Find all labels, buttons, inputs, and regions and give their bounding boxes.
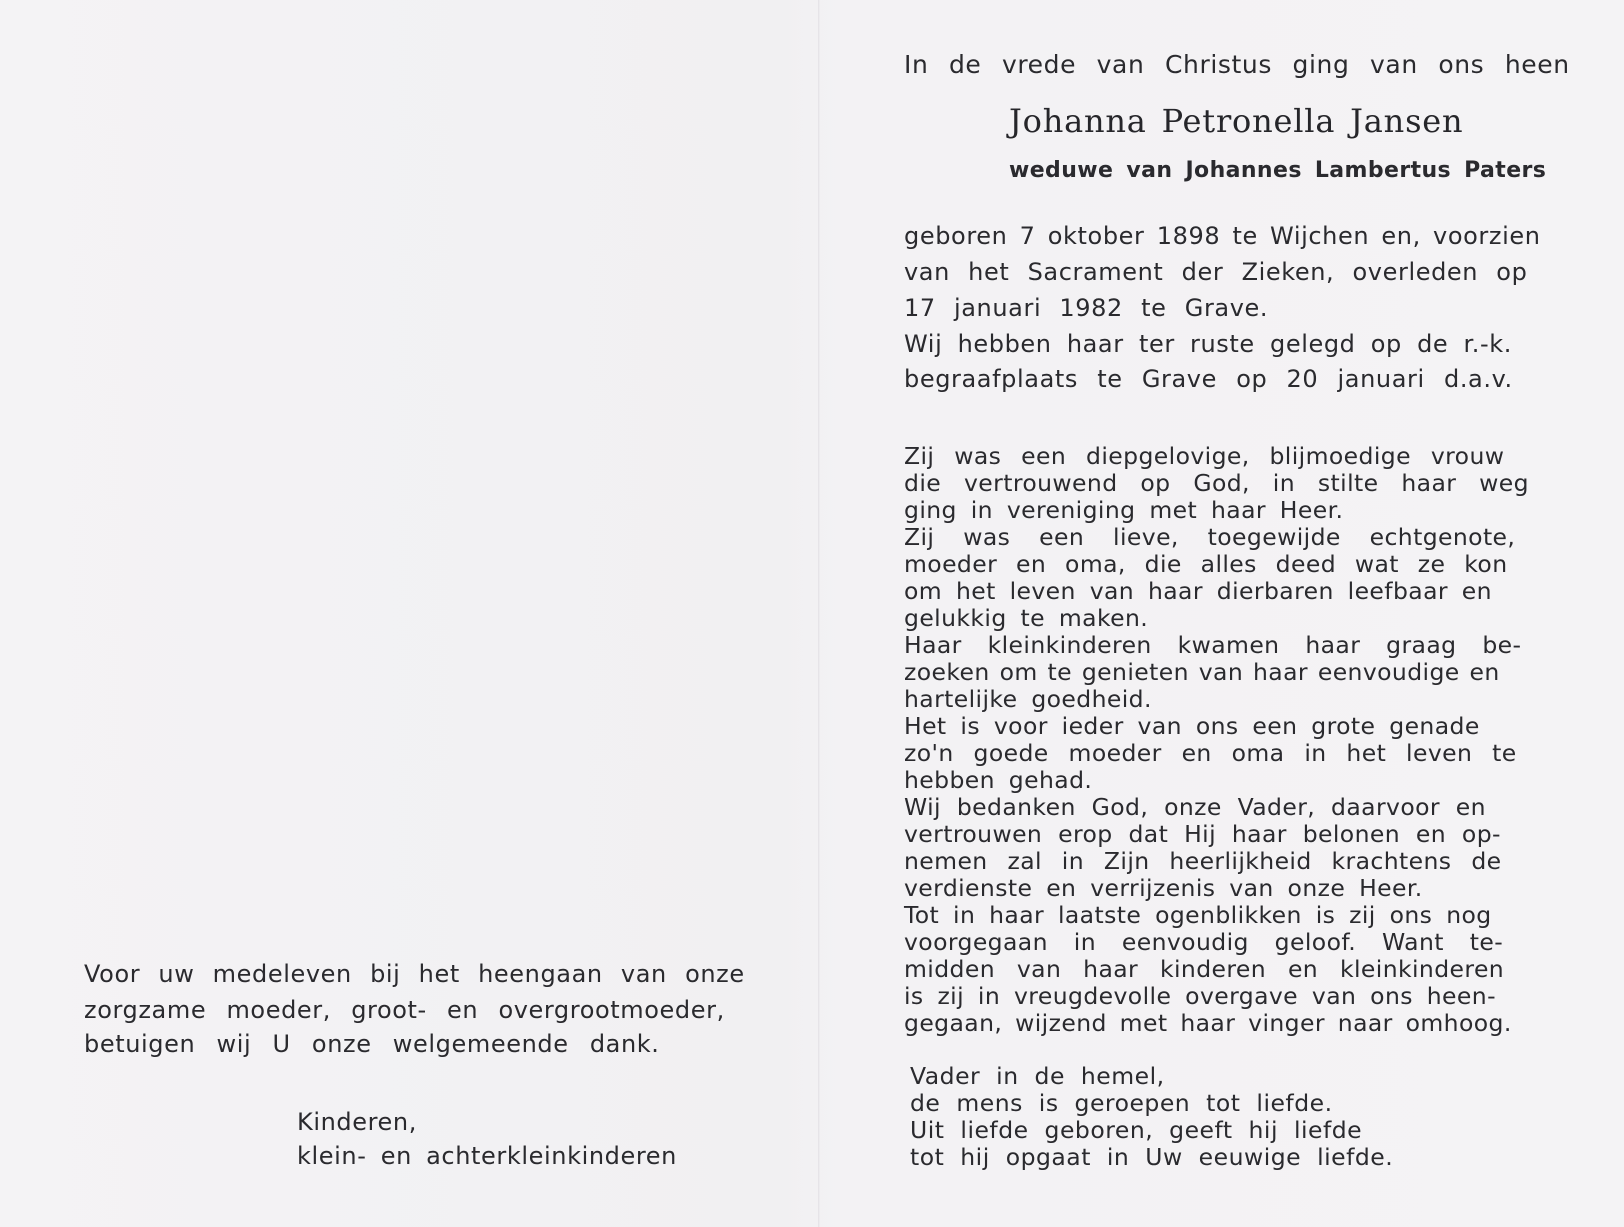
tribute-line: om het leven van haar dierbaren leefbaar en bbox=[904, 577, 1492, 605]
fact-line: van het Sacrament der Zieken, overleden op bbox=[904, 258, 1528, 286]
fact-line: begraafplaats te Grave op 20 januari d.a.v. bbox=[904, 365, 1513, 393]
right-panel bbox=[820, 0, 1624, 1227]
tribute-line: vertrouwen erop dat Hij haar belonen en op- bbox=[904, 820, 1501, 848]
fact-line: Wij hebben haar ter ruste gelegd op de r.-k. bbox=[904, 330, 1512, 358]
tribute-line: moeder en oma, die alles deed wat ze kon bbox=[904, 550, 1508, 578]
tribute-line: Zij was een lieve, toegewijde echtgenote, bbox=[904, 523, 1516, 551]
tribute-line: Zij was een diepgelovige, blijmoedige vrouw bbox=[904, 442, 1505, 470]
intro-line: In de vrede van Christus ging van ons heen bbox=[904, 50, 1570, 79]
tribute-line: gelukkig te maken. bbox=[904, 604, 1149, 632]
tribute-line: zoeken om te genieten van haar eenvoudige en bbox=[904, 658, 1500, 686]
widow-of-line: weduwe van Johannes Lambertus Paters bbox=[1009, 158, 1547, 183]
prayer-line: tot hij opgaat in Uw eeuwige liefde. bbox=[910, 1143, 1394, 1171]
tribute-line: hartelijke goedheid. bbox=[904, 685, 1152, 713]
tribute-line: verdienste en verrijzenis van onze Heer. bbox=[904, 874, 1423, 902]
tribute-line: zo'n goede moeder en oma in het leven te bbox=[904, 739, 1517, 767]
prayer-line: de mens is geroepen tot liefde. bbox=[910, 1089, 1333, 1117]
tribute-line: Wij bedanken God, onze Vader, daarvoor en bbox=[904, 793, 1486, 821]
deceased-name: Johanna Petronella Jansen bbox=[1009, 102, 1464, 140]
tribute-line: nemen zal in Zijn heerlijkheid krachtens de bbox=[904, 847, 1502, 875]
signature-line: Kinderen, bbox=[297, 1108, 417, 1136]
prayer-line: Vader in de hemel, bbox=[910, 1062, 1165, 1090]
tribute-line: ging in vereniging met haar Heer. bbox=[904, 496, 1344, 524]
tribute-line: die vertrouwend op God, in stilte haar weg bbox=[904, 469, 1529, 497]
thanks-line: zorgzame moeder, groot- en overgrootmoeder, bbox=[84, 996, 725, 1024]
fact-line: 17 januari 1982 te Grave. bbox=[904, 294, 1269, 322]
tribute-line: Haar kleinkinderen kwamen haar graag be- bbox=[904, 631, 1522, 659]
thanks-line: betuigen wij U onze welgemeende dank. bbox=[84, 1030, 660, 1058]
tribute-line: is zij in vreugdevolle overgave van ons heen- bbox=[904, 982, 1496, 1010]
tribute-line: Tot in haar laatste ogenblikken is zij ons nog bbox=[904, 901, 1492, 929]
tribute-line: Het is voor ieder van ons een grote genade bbox=[904, 712, 1480, 740]
tribute-line: midden van haar kinderen en kleinkinderen bbox=[904, 955, 1505, 983]
tribute-line: voorgegaan in eenvoudig geloof. Want te- bbox=[904, 928, 1504, 956]
prayer-line: Uit liefde geboren, geeft hij liefde bbox=[910, 1116, 1363, 1144]
signature-line: klein- en achterkleinkinderen bbox=[297, 1142, 677, 1170]
tribute-line: hebben gehad. bbox=[904, 766, 1093, 794]
fact-line: geboren 7 oktober 1898 te Wijchen en, voorzien bbox=[904, 222, 1541, 250]
tribute-line: gegaan, wijzend met haar vinger naar omhoog. bbox=[904, 1009, 1512, 1037]
thanks-line: Voor uw medeleven bij het heengaan van onze bbox=[84, 960, 745, 988]
